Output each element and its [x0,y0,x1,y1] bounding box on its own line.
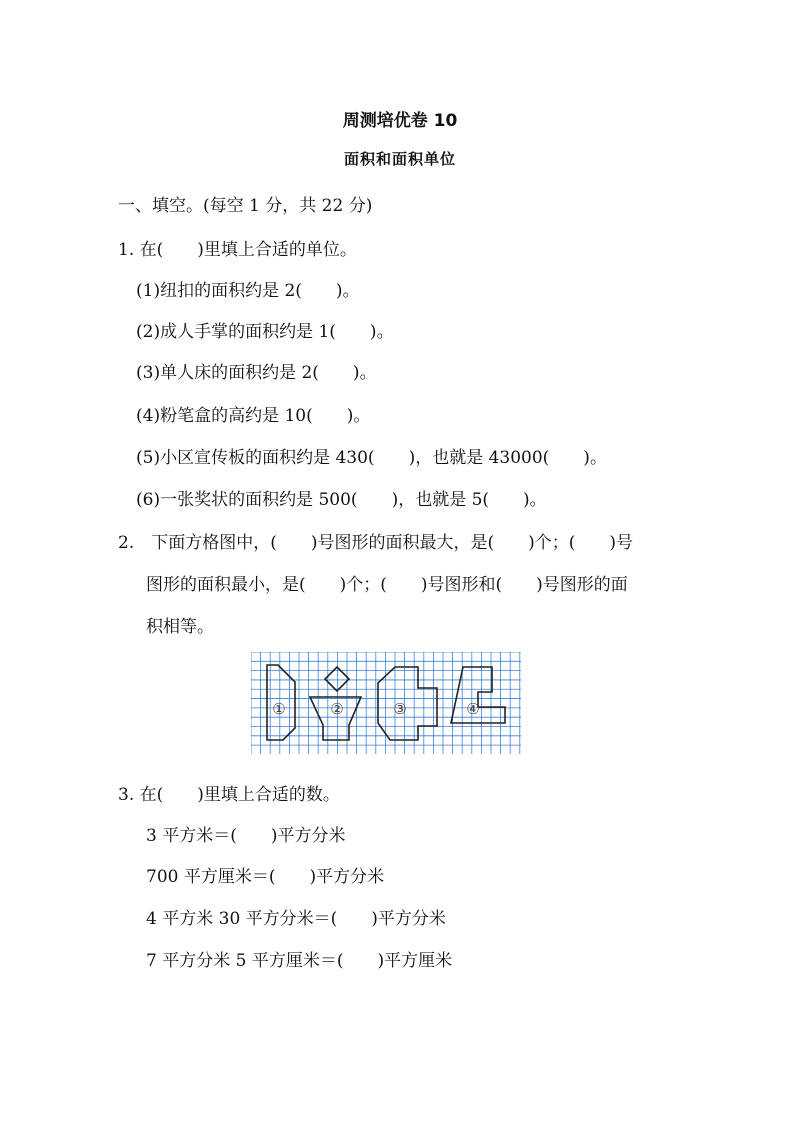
question-3-item: 4 平方米 30 平方分米＝( )平方分米 [146,909,446,929]
section-heading: 一、填空。(每空 1 分，共 22 分) [118,196,373,216]
shape-label: ② [330,700,344,718]
question-1-stem: 1. 在( )里填上合适的单位。 [118,240,357,260]
question-1-item: (6)一张奖状的面积约是 500( )，也就是 5( )。 [136,490,547,510]
question-1-item: (5)小区宣传板的面积约是 430( )，也就是 43000( )。 [136,448,607,468]
shape-label: ① [272,700,286,718]
question-1-item: (3)单人床的面积约是 2( )。 [136,363,377,383]
question-2-line: 2. 下面方格图中，( )号图形的面积最大，是( )个；( )号 [118,533,634,553]
grid-figure [251,652,521,754]
question-3-item: 7 平方分米 5 平方厘米＝( )平方厘米 [146,951,453,971]
question-1-item: (4)粉笔盒的高约是 10( )。 [136,406,371,426]
question-2-line: 积相等。 [146,617,214,637]
shape-label: ③ [393,700,407,718]
shape-3 [378,667,437,740]
question-3-stem: 3. 在( )里填上合适的数。 [118,785,340,805]
page-subtitle: 面积和面积单位 [343,150,456,168]
shape-label: ④ [466,700,480,718]
question-2-line: 图形的面积最小，是( )个；( )号图形和( )号图形的面 [146,575,628,595]
page-title: 周测培优卷 10 [342,111,458,131]
question-1-item: (1)纽扣的面积约是 2( )。 [136,281,360,301]
question-1-item: (2)成人手掌的面积约是 1( )。 [136,322,394,342]
question-3-item: 700 平方厘米＝( )平方分米 [146,867,385,887]
question-3-item: 3 平方米＝( )平方分米 [146,826,346,846]
